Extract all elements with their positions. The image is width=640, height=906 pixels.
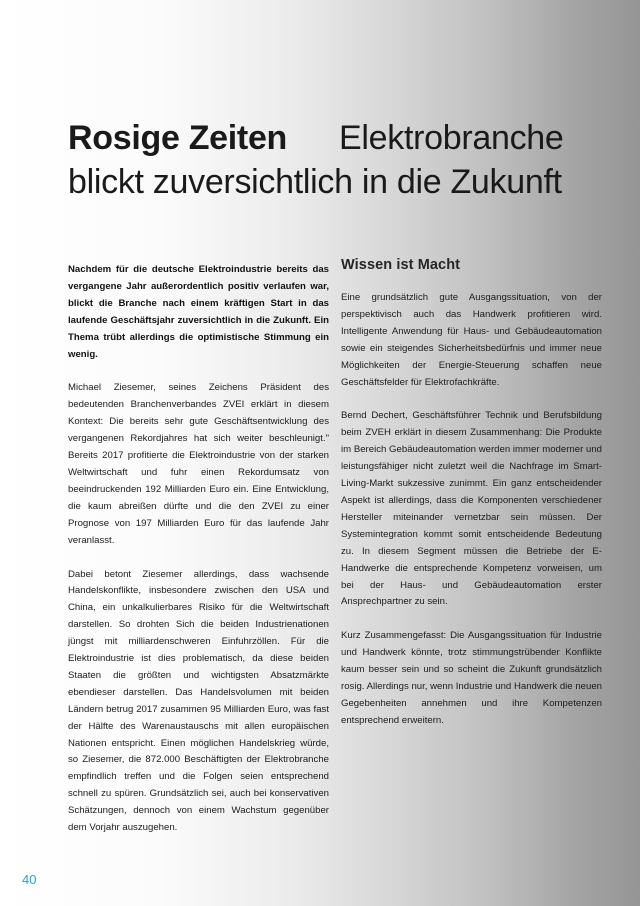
right-paragraph-2: Bernd Dechert, Geschäftsführer Technik und Berufsbildung beim ZVEH erklärt in diesem Zusammenhang: Die Produkte im Bereich Gebäudeautomation werden immer moderner und leistungsfähiger nicht zuletzt weil die Nachfrage im Smart-Living-Markt sukzessive zunimmt. Ein ganz entscheidender Aspekt ist allerdings, dass die Komponenten verschiedener Hersteller miteinander vernetzbar sein müssen. Der Systemintegration kommt somit entscheidende Bedeutung zu. In diesem Segment müssen die Betriebe der E-Handwerke die entsprechende Kompetenz vorweisen, um bei der Haus- und Gebäudeautomation erster Ansprechpartner zu sein. xyxy=(341,410,602,608)
headline-rest: Elektrobranche blickt zuversichtlich in die Zukunft xyxy=(68,119,564,201)
section-subheading: Wissen ist Macht xyxy=(341,257,461,273)
right-column xyxy=(341,290,602,747)
left-paragraph-2: Dabei betont Ziesemer allerdings, dass wachsende Handelskonflikte, insbesondere zwischen den USA und China, ein unkalkulierbares Risiko für die Weltwirtschaft darstellen. So drohten Sich die beiden Industrienationen jüngst mit milliardenschweren Einfuhrzöllen. Für die Elektroindustrie ist dies problematisch, da diese beiden Staaten die größten und wichtigsten Absatzmärkte ebendieser darstellen. Das Handelsvolumen mit beiden Ländern betrug 2017 zusammen 95 Milliarden Euro, was fast der Hälfte des Warenaustauschs mit allen europäischen Nationen entspricht. Einen möglichen Handelskrieg würde, so Ziesemer, die 872.000 Beschäftigten der Elektrobranche empfindlich treffen und die Folgen seien entsprechend schnell zu spüren. Grundsätzlich sei, auch bei konservativen Schätzungen, dennoch von einem Wachstum gegenüber dem Vorjahr auszugehen. xyxy=(68,568,329,834)
right-paragraph-1: Eine grundsätzlich gute Ausgangssituation, von der perspektivisch auch das Handwerk profitieren wird. Intelligente Anwendung für Haus- und Gebäudeautomation sowie ein steigendes Sicherheitsbedürfnis und immer neue Möglichkeiten der Energie-Steuerung schaffen neue Geschäftsfelder für Elektrofachkräfte. xyxy=(341,292,602,388)
left-column xyxy=(68,262,329,854)
lead-paragraph: Nachdem für die deutsche Elektroindustrie bereits das vergangene Jahr außerordentlich positiv verlaufen war, blickt die Branche nach einem kräftigen Start in das laufende Geschäftsjahr zuversichtlich in die Zukunft. Ein Thema trübt allerdings die optimistische Stimmung ein wenig. xyxy=(68,264,329,360)
right-paragraph-3: Kurz Zusammengefasst: Die Ausgangssituation für Industrie und Handwerk könnte, trotz stimmungstrübender Konflikte kaum besser sein und so scheint die Zukunft grundsätzlich rosig. Allerdings nur, wenn Industrie und Handwerk die neuen Gegebenheiten annehmen und ihre Kompetenzen entsprechend erweitern. xyxy=(341,630,602,726)
page-number: 40 xyxy=(22,872,37,887)
headline-bold: Rosige Zeiten xyxy=(68,119,288,157)
article-headline xyxy=(68,116,628,204)
left-paragraph-1: Michael Ziesemer, seines Zeichens Präsident des bedeutenden Branchenverbandes ZVEI erklärt in diesem Kontext: Die bereits sehr gute Geschäftsentwicklung des vergangenen Rekordjahres hat sich weiter beschleunigt." Bereits 2017 profitierte die Elektroindustrie von der starken Weltwirtschaft und fuhr einen Rekordumsatz von beeindruckenden 192 Milliarden Euro ein. Eine Entwicklung, die kaum abreißen dürfte und die den ZVEI zu einer Prognose von 197 Milliarden Euro für das laufende Jahr veranlasst. xyxy=(68,382,329,546)
